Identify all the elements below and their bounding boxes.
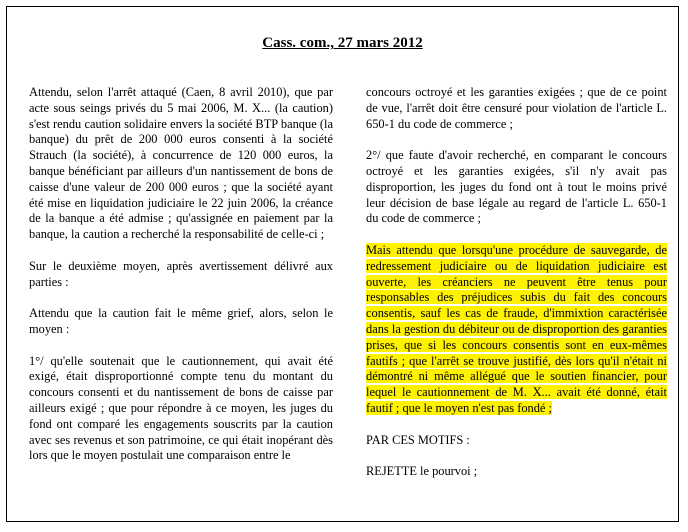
paragraph-argument-1: 1°/ qu'elle soutenait que le cautionnement, qui avait été exigé, était disproportionné compte tenu du montant du concours consenti et du nantissement de bons de caisse par ailleurs exigé ; que pour répondre à ce moyen, les juges du fond ont comparé les engagements souscrits par la caution avec ses revenus et son patrimoine, ce qui était inopérant dès lors que le moyen postulait une comparaison entre le bbox=[29, 353, 333, 463]
paragraph-second-ground: Sur le deuxième moyen, après avertissement délivré aux parties : bbox=[29, 258, 333, 289]
paragraph-facts: Attendu, selon l'arrêt attaqué (Caen, 8 avril 2010), que par acte sous seings privés du 5 mai 2006, M. X... (la caution) s'est rendu caution solidaire envers la société BTP banque (la banque) du prêt de 200 000 euros consenti à la société Strauch (la société), à concurrence de 120 000 euros, la banque bénéficiant par ailleurs d'un nantissement de bons de caisse d'une valeur de 200 000 euros ; que la société ayant été mise en liquidation judiciaire le 22 juin 2006, la créance de la banque a été admise ; qu'assignée en paiement par la banque, la caution a recherché la responsabilité de celle-ci ; bbox=[29, 85, 333, 242]
paragraph-argument-1-continued: concours octroyé et les garanties exigées ; que de ce point de vue, l'arrêt doit être censuré pour violation de l'article L. 650-1 du code de commerce ; bbox=[366, 85, 667, 131]
paragraph-rejette: REJETTE le pourvoi ; bbox=[366, 464, 478, 479]
paragraph-grievance: Attendu que la caution fait le même grief, alors, selon le moyen : bbox=[29, 306, 333, 336]
document-frame bbox=[6, 6, 679, 522]
right-column bbox=[366, 85, 667, 496]
document-title: Cass. com., 27 mars 2012 bbox=[262, 35, 423, 51]
paragraph-par-ces-motifs: PAR CES MOTIFS : bbox=[366, 432, 470, 447]
left-column bbox=[29, 85, 333, 480]
paragraph-argument-2: 2°/ que faute d'avoir recherché, en comparant le concours octroyé et les garanties exigées, s'il n'y avait pas disproportion, les juges du fond ont à tout le moins privé leur décision de base légale au regard de l'article L. 650-1 du code de commerce ; bbox=[366, 148, 667, 226]
highlighted-text: Mais attendu que lorsqu'une procédure de sauvegarde, de redressement judiciaire ou de liquidation judiciaire est ouverte, les créanciers ne peuvent être tenus pour responsables des préjudices subis du fait des concours consentis, sauf les cas de fraude, d'immixtion caractérisée dans la gestion du débiteur ou de disproportion des garanties prises, que si les concours consentis sont en eux-mêmes fautifs ; que l'arrêt se trouve justifié, dès lors qu'il n'était ni démontré ni même allégué que le soutien financier, pour lequel le cautionnement de M. X... avait été donné, était fautif ; que le moyen n'est pas fondé ; bbox=[366, 242, 667, 415]
paragraph-court-response-highlighted bbox=[366, 243, 667, 417]
